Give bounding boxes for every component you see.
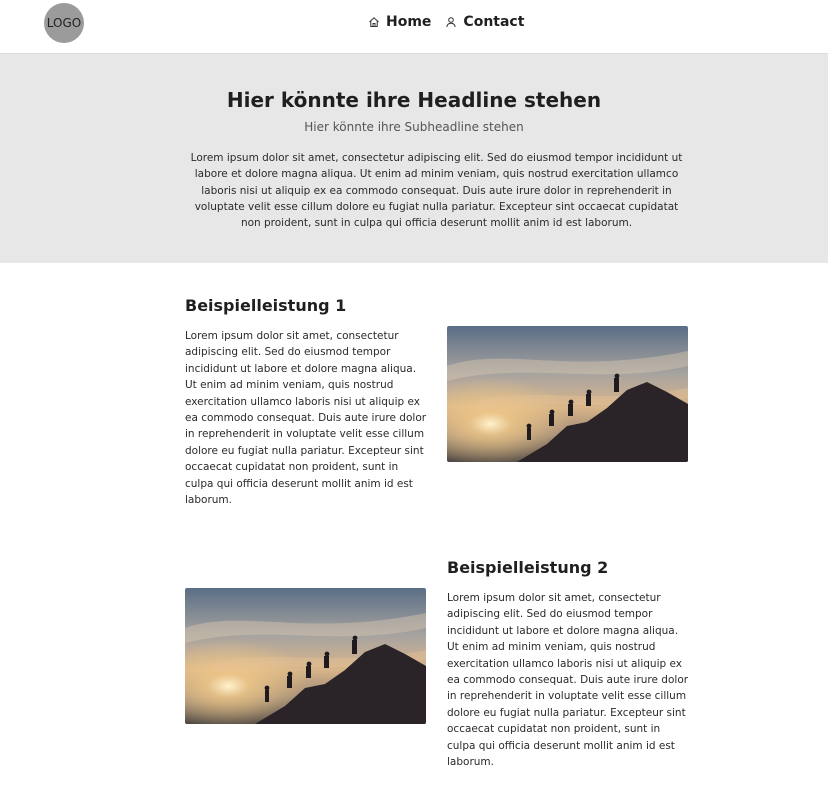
- nav-label-home: Home: [386, 14, 432, 30]
- hero-headline: Hier könnte ihre Headline stehen: [226, 88, 602, 112]
- logo-text: LOGO: [46, 16, 82, 30]
- hero-section: [0, 54, 828, 263]
- logo[interactable]: [44, 3, 84, 43]
- hero-subheadline: Hier könnte ihre Subheadline stehen: [304, 120, 524, 134]
- nav-label-contact: Contact: [463, 14, 525, 30]
- service-1-title: Beispielleistung 1: [185, 296, 347, 315]
- main-nav: [368, 14, 524, 30]
- hero-text: Lorem ipsum dolor sit amet, consectetur adipiscing elit. Sed do eiusmod tempor incididunt ut labore et dolore magna aliqua. Ut enim ad minim veniam, quis nostrud exercitation ullamco laboris nisi ut aliquip ex ea commodo consequat. Duis aute irure dolor in reprehenderit in voluptate velit esse cillum dolore eu fugiat nulla pariatur. Excepteur sint occaecat cupidatat non proident, sunt in culpa qui officia deserunt mollit anim id est laborum.: [190, 152, 683, 230]
- home-icon: [368, 16, 380, 28]
- service-2-title: Beispielleistung 2: [447, 558, 609, 577]
- service-1-image: [447, 326, 688, 462]
- site-header: [0, 0, 828, 54]
- service-2-image: [185, 588, 426, 724]
- nav-item-home[interactable]: [368, 14, 431, 30]
- user-icon: [445, 16, 457, 28]
- service-2-text: Lorem ipsum dolor sit amet, consectetur adipiscing elit. Sed do eiusmod tempor incididunt ut labore et dolore magna aliqua. Ut enim ad minim veniam, quis nostrud exercitation ullamco laboris nisi ut aliquip ex ea commodo consequat. Duis aute irure dolor in reprehenderit in voluptate velit esse cillum dolore eu fugiat nulla pariatur. Excepteur sint occaecat cupidatat non proident, sunt in culpa qui officia deserunt mollit anim id est laborum.: [447, 592, 689, 769]
- nav-item-contact[interactable]: [445, 14, 524, 30]
- service-1-text: Lorem ipsum dolor sit amet, consectetur adipiscing elit. Sed do eiusmod tempor incididunt ut labore et dolore magna aliqua. Ut enim ad minim veniam, quis nostrud exercitation ullamco laboris nisi ut aliquip ex ea commodo consequat. Duis aute irure dolor in reprehenderit in voluptate velit esse cillum dolore eu fugiat nulla pariatur. Excepteur sint occaecat cupidatat non proident, sunt in culpa qui officia deserunt mollit anim id est laborum.: [185, 330, 427, 507]
